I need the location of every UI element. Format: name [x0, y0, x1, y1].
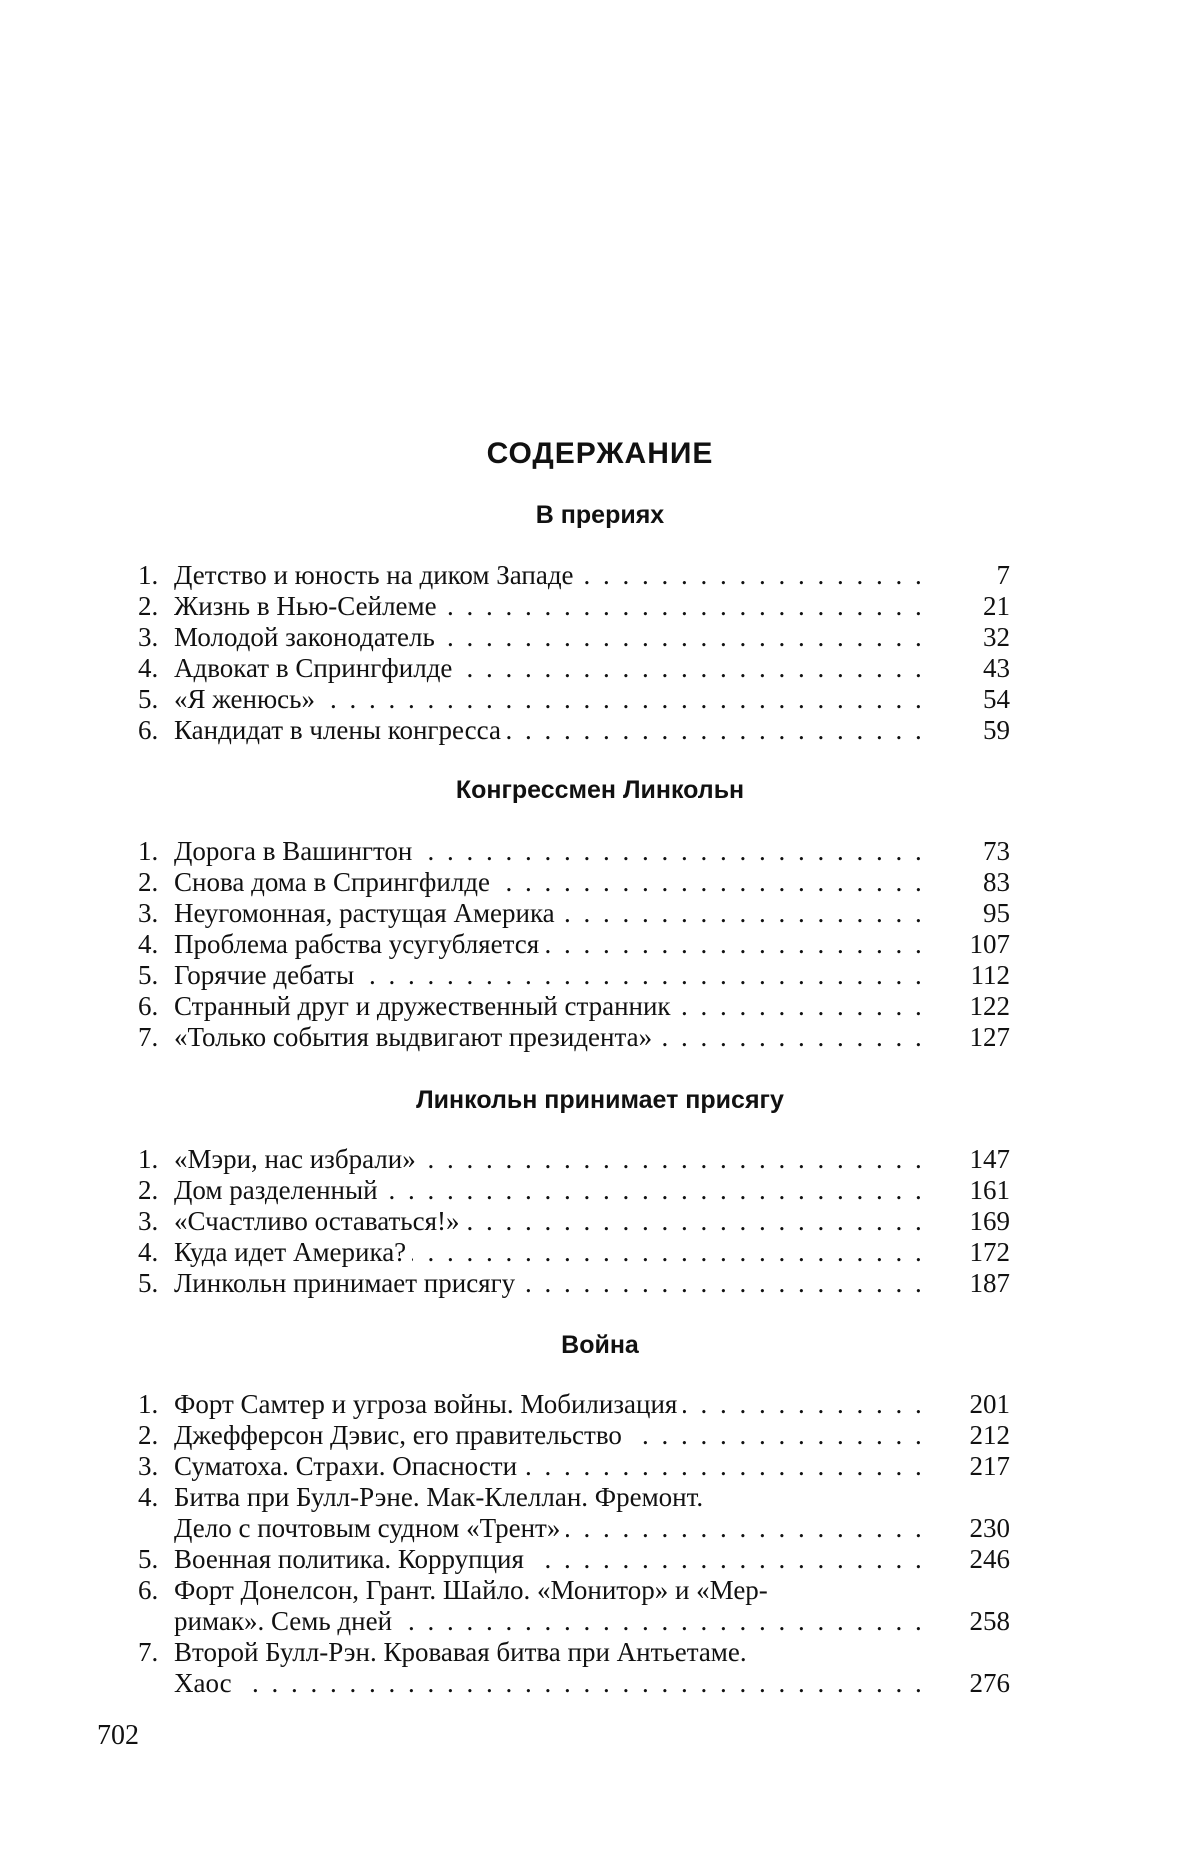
toc-entry [138, 929, 1018, 960]
entry-title: «Счастливо оставаться!» [174, 1206, 466, 1236]
entry-page: 212 [969, 1420, 1010, 1450]
toc-entry [138, 1482, 1018, 1513]
entry-page: 59 [983, 715, 1010, 745]
entry-page: 73 [983, 836, 1010, 866]
toc-entry [138, 1206, 1018, 1237]
toc-entry [138, 1637, 1018, 1668]
toc-entry [138, 591, 1018, 622]
entry-number: 6. [138, 715, 159, 745]
entry-title: Горячие дебаты [174, 960, 360, 990]
toc-section [138, 560, 1018, 746]
toc-entry [138, 684, 1018, 715]
entry-page: 112 [970, 960, 1010, 990]
entry-page: 187 [969, 1268, 1010, 1298]
toc-entry [138, 715, 1018, 746]
entry-page: 230 [969, 1513, 1010, 1543]
entry-title: Странный друг и дружественный странник [174, 991, 677, 1021]
toc-entry [138, 1022, 1018, 1053]
toc-entry-continuation [138, 1606, 1018, 1637]
toc-entry [138, 653, 1018, 684]
entry-title: Проблема рабства усугубляется [174, 929, 545, 959]
toc-entry [138, 1575, 1018, 1606]
toc-section [138, 1144, 1018, 1299]
toc-entry [138, 960, 1018, 991]
entry-number: 5. [138, 684, 159, 714]
entry-page: 7 [996, 560, 1010, 590]
toc-entry [138, 836, 1018, 867]
entry-title: Дорога в Вашингтон [174, 836, 418, 866]
entry-title: Битва при Булл-Рэне. Мак-Клеллан. Фремонт. [174, 1482, 704, 1512]
page-title: СОДЕРЖАНИЕ [486, 437, 714, 470]
entry-page: 147 [969, 1144, 1010, 1174]
entry-title: Детство и юность на диком Западе [174, 560, 580, 590]
entry-number: 6. [138, 1575, 159, 1605]
entry-title: Линкольн принимает присягу [174, 1268, 521, 1298]
toc-entry [138, 560, 1018, 591]
entry-title: Второй Булл-Рэн. Кровавая битва при Антьетаме. [174, 1637, 747, 1667]
entry-title: Куда идет Америка? [174, 1237, 412, 1267]
entry-title: Форт Донелсон, Грант. Шайло. «Монитор» и «Мер- [174, 1575, 768, 1605]
entry-number: 4. [138, 1482, 159, 1512]
entry-page: 172 [969, 1237, 1010, 1267]
entry-page: 201 [969, 1389, 1010, 1419]
entry-number: 7. [138, 1022, 159, 1052]
entry-title: Кандидат в члены конгресса [174, 715, 507, 745]
section-heading: В прериях [535, 501, 665, 529]
entry-page: 43 [983, 653, 1010, 683]
entry-title: «Только события выдвигают президента» [174, 1022, 658, 1052]
entry-number: 7. [138, 1637, 159, 1667]
section-heading: Линкольн принимает присягу [416, 1086, 784, 1114]
entry-number: 4. [138, 1237, 159, 1267]
toc-entry [138, 1544, 1018, 1575]
toc-section [138, 836, 1018, 1053]
entry-number: 2. [138, 1175, 159, 1205]
entry-number: 3. [138, 622, 159, 652]
toc-entry [138, 1144, 1018, 1175]
entry-page: 161 [969, 1175, 1010, 1205]
entry-page: 169 [969, 1206, 1010, 1236]
entry-number: 4. [138, 653, 159, 683]
entry-number: 6. [138, 991, 159, 1021]
entry-page: 95 [983, 898, 1010, 928]
toc-entry [138, 1268, 1018, 1299]
toc-entry [138, 1175, 1018, 1206]
toc-entry [138, 898, 1018, 929]
entry-number: 1. [138, 1144, 159, 1174]
entry-page: 54 [983, 684, 1010, 714]
toc-entry [138, 1451, 1018, 1482]
entry-title-continued: Дело с почтовым судном «Трент» [174, 1513, 566, 1543]
entry-title: Дом разделенный [174, 1175, 384, 1205]
toc-entry-continuation [138, 1668, 1018, 1699]
entry-number: 3. [138, 1451, 159, 1481]
toc-entry [138, 1237, 1018, 1268]
entry-page: 258 [969, 1606, 1010, 1636]
entry-number: 2. [138, 1420, 159, 1450]
entry-page: 83 [983, 867, 1010, 897]
entry-title-continued: Хаос [174, 1668, 238, 1698]
entry-number: 5. [138, 960, 159, 990]
entry-page: 32 [983, 622, 1010, 652]
toc-entry [138, 1420, 1018, 1451]
entry-number: 1. [138, 1389, 159, 1419]
toc-entry-continuation [138, 1513, 1018, 1544]
entry-page: 276 [969, 1668, 1010, 1698]
entry-title: Форт Самтер и угроза войны. Мобилизация [174, 1389, 683, 1419]
entry-title-continued: римак». Семь дней [174, 1606, 398, 1636]
page-number: 702 [97, 1720, 139, 1751]
entry-number: 2. [138, 591, 159, 621]
entry-number: 5. [138, 1268, 159, 1298]
entry-number: 3. [138, 1206, 159, 1236]
entry-page: 107 [969, 929, 1010, 959]
entry-title: Жизнь в Нью-Сейлеме [174, 591, 443, 621]
entry-title: Снова дома в Спрингфилде [174, 867, 496, 897]
entry-page: 246 [969, 1544, 1010, 1574]
toc-entry [138, 622, 1018, 653]
entry-title: Суматоха. Страхи. Опасности [174, 1451, 523, 1481]
entry-page: 21 [983, 591, 1010, 621]
entry-number: 3. [138, 898, 159, 928]
toc-entry [138, 1389, 1018, 1420]
entry-title: Адвокат в Спрингфилде [174, 653, 458, 683]
entry-title: Военная политика. Коррупция [174, 1544, 530, 1574]
entry-page: 217 [969, 1451, 1010, 1481]
entry-title: «Я женюсь» [174, 684, 321, 714]
entry-number: 1. [138, 836, 159, 866]
entry-number: 4. [138, 929, 159, 959]
entry-number: 5. [138, 1544, 159, 1574]
entry-number: 1. [138, 560, 159, 590]
entry-page: 127 [969, 1022, 1010, 1052]
entry-title: Неугомонная, растущая Америка [174, 898, 561, 928]
entry-title: «Мэри, нас избрали» [174, 1144, 422, 1174]
entry-title: Молодой законодатель [174, 622, 441, 652]
entry-number: 2. [138, 867, 159, 897]
entry-title: Джефферсон Дэвис, его правительство [174, 1420, 628, 1450]
toc-entry [138, 991, 1018, 1022]
toc-entry [138, 867, 1018, 898]
entry-page: 122 [969, 991, 1010, 1021]
section-heading: Конгрессмен Линкольн [455, 776, 745, 804]
toc-section [138, 1389, 1018, 1699]
section-heading: Война [561, 1331, 639, 1359]
